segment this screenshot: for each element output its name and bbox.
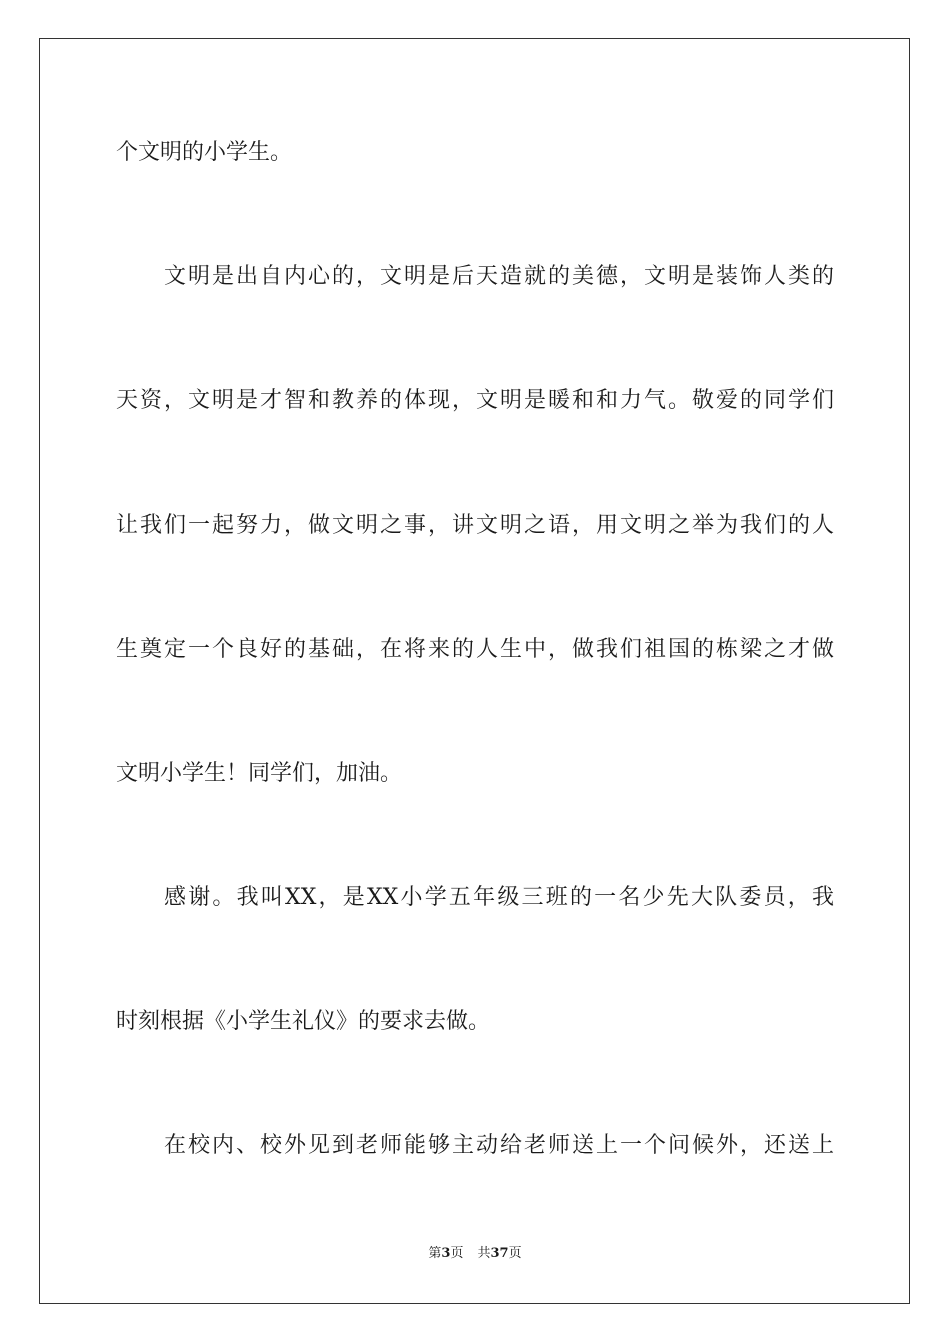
page-prefix: 第 [428, 1246, 442, 1261]
text-line-5: 生奠定一个良好的基础，在将来的人生中，做我们祖国的栋梁之才做 [116, 637, 834, 662]
page-suffix: 页 [450, 1246, 464, 1261]
page-footer [0, 1244, 950, 1264]
text-line-3: 天资，文明是才智和教养的体现，文明是暖和和力气。敬爱的同学们 [116, 388, 834, 413]
page-number: 3 [441, 1246, 451, 1261]
total-prefix: 共 [477, 1246, 491, 1261]
total-pages: 37 [490, 1246, 509, 1261]
text-line-6: 文明小学生！同学们，加油。 [116, 761, 403, 786]
page-border [39, 38, 910, 1304]
text-line-8: 时刻根据《小学生礼仪》的要求去做。 [116, 1009, 491, 1034]
total-suffix: 页 [508, 1246, 522, 1261]
text-line-4: 让我们一起努力，做文明之事，讲文明之语，用文明之举为我们的人 [116, 513, 834, 538]
text-line-9: 在校内、校外见到老师能够主动给老师送上一个问候外，还送上 [164, 1133, 834, 1158]
text-line-7: 感谢。我叫XX，是XX小学五年级三班的一名少先大队委员，我 [164, 885, 834, 910]
text-line-1: 个文明的小学生。 [116, 140, 293, 165]
text-line-2: 文明是出自内心的，文明是后天造就的美德，文明是装饰人类的 [164, 264, 834, 289]
